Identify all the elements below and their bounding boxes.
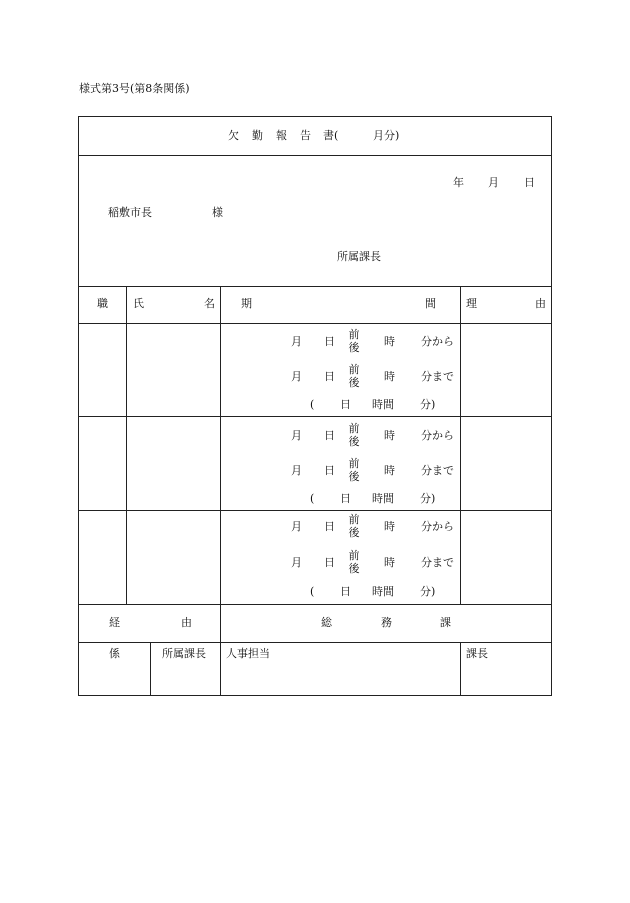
routing-kei: 経 xyxy=(109,616,120,629)
until-month: 月 xyxy=(291,370,302,383)
from-day: 日 xyxy=(324,335,335,348)
col-rule-period xyxy=(460,286,461,604)
until-ampm: 前 後 xyxy=(348,457,360,483)
header-kan: 間 xyxy=(425,297,436,310)
routing-so: 総 xyxy=(321,616,332,629)
from-minute: 分から xyxy=(421,335,454,348)
col-rule-shoku xyxy=(126,286,127,604)
header-shoku: 職 xyxy=(97,297,108,310)
col-rule-name xyxy=(220,286,221,696)
until-hour: 時 xyxy=(384,556,395,569)
sign-chief: 課長 xyxy=(466,647,488,660)
form-frame xyxy=(78,116,552,696)
from-month: 月 xyxy=(291,520,302,533)
until-ampm: 前 後 xyxy=(348,549,360,575)
addressee-name: 稲敷市長 xyxy=(108,206,152,219)
col-rule-kakari xyxy=(150,642,151,696)
header-mei: 名 xyxy=(204,297,215,310)
total-hours: 時間 xyxy=(372,398,394,411)
header-shi: 氏 xyxy=(133,297,144,310)
title-char-hou: 報 xyxy=(276,129,287,142)
from-day: 日 xyxy=(324,429,335,442)
total-hours: 時間 xyxy=(372,585,394,598)
title-char-sho: 書( xyxy=(323,129,339,142)
until-hour: 時 xyxy=(384,370,395,383)
rule-entry-2 xyxy=(78,510,552,511)
from-ampm: 前 後 xyxy=(348,422,360,448)
until-minute: 分まで xyxy=(421,464,454,477)
date-month-label: 月 xyxy=(488,176,499,189)
form-label: 様式第3号(第8条関係) xyxy=(79,82,190,95)
until-ampm: 前 後 xyxy=(348,363,360,389)
until-minute: 分まで xyxy=(421,556,454,569)
routing-mu: 務 xyxy=(381,616,392,629)
routing-yu: 由 xyxy=(181,616,192,629)
addressee-honorific: 様 xyxy=(212,206,223,219)
total-minutes: 分) xyxy=(420,585,436,598)
rule-address xyxy=(78,286,552,287)
routing-ka: 課 xyxy=(440,616,451,629)
date-day-label: 日 xyxy=(524,176,535,189)
title-month-part: 月分) xyxy=(373,129,400,142)
from-month: 月 xyxy=(291,335,302,348)
from-minute: 分から xyxy=(421,429,454,442)
col-rule-hr xyxy=(460,642,461,696)
from-day: 日 xyxy=(324,520,335,533)
total-paren: ( xyxy=(310,492,315,505)
until-month: 月 xyxy=(291,464,302,477)
from-hour: 時 xyxy=(384,429,395,442)
from-hour: 時 xyxy=(384,520,395,533)
date-year-label: 年 xyxy=(453,176,464,189)
total-day: 日 xyxy=(340,492,351,505)
from-ampm: 前 後 xyxy=(348,513,360,539)
header-ri: 理 xyxy=(466,297,477,310)
total-day: 日 xyxy=(340,585,351,598)
header-yu: 由 xyxy=(535,297,546,310)
until-day: 日 xyxy=(324,556,335,569)
from-month: 月 xyxy=(291,429,302,442)
title-char-kin: 勤 xyxy=(252,129,263,142)
rule-header xyxy=(78,323,552,324)
total-paren: ( xyxy=(310,398,315,411)
rule-entry-1 xyxy=(78,416,552,417)
until-day: 日 xyxy=(324,370,335,383)
until-hour: 時 xyxy=(384,464,395,477)
total-day: 日 xyxy=(340,398,351,411)
title-char-koku: 告 xyxy=(300,129,311,142)
until-minute: 分まで xyxy=(421,370,454,383)
total-paren: ( xyxy=(310,585,315,598)
until-day: 日 xyxy=(324,464,335,477)
header-ki: 期 xyxy=(241,297,252,310)
submitter-title: 所属課長 xyxy=(337,250,381,263)
from-hour: 時 xyxy=(384,335,395,348)
sign-kakari: 係 xyxy=(109,647,120,660)
rule-title xyxy=(78,155,552,156)
rule-entry-3 xyxy=(78,604,552,605)
from-ampm: 前 後 xyxy=(348,328,360,354)
from-minute: 分から xyxy=(421,520,454,533)
total-minutes: 分) xyxy=(420,398,436,411)
sign-section-chief: 所属課長 xyxy=(162,647,206,660)
title-char-ketsu: 欠 xyxy=(228,129,239,142)
total-hours: 時間 xyxy=(372,492,394,505)
total-minutes: 分) xyxy=(420,492,436,505)
sign-hr: 人事担当 xyxy=(226,647,270,660)
until-month: 月 xyxy=(291,556,302,569)
